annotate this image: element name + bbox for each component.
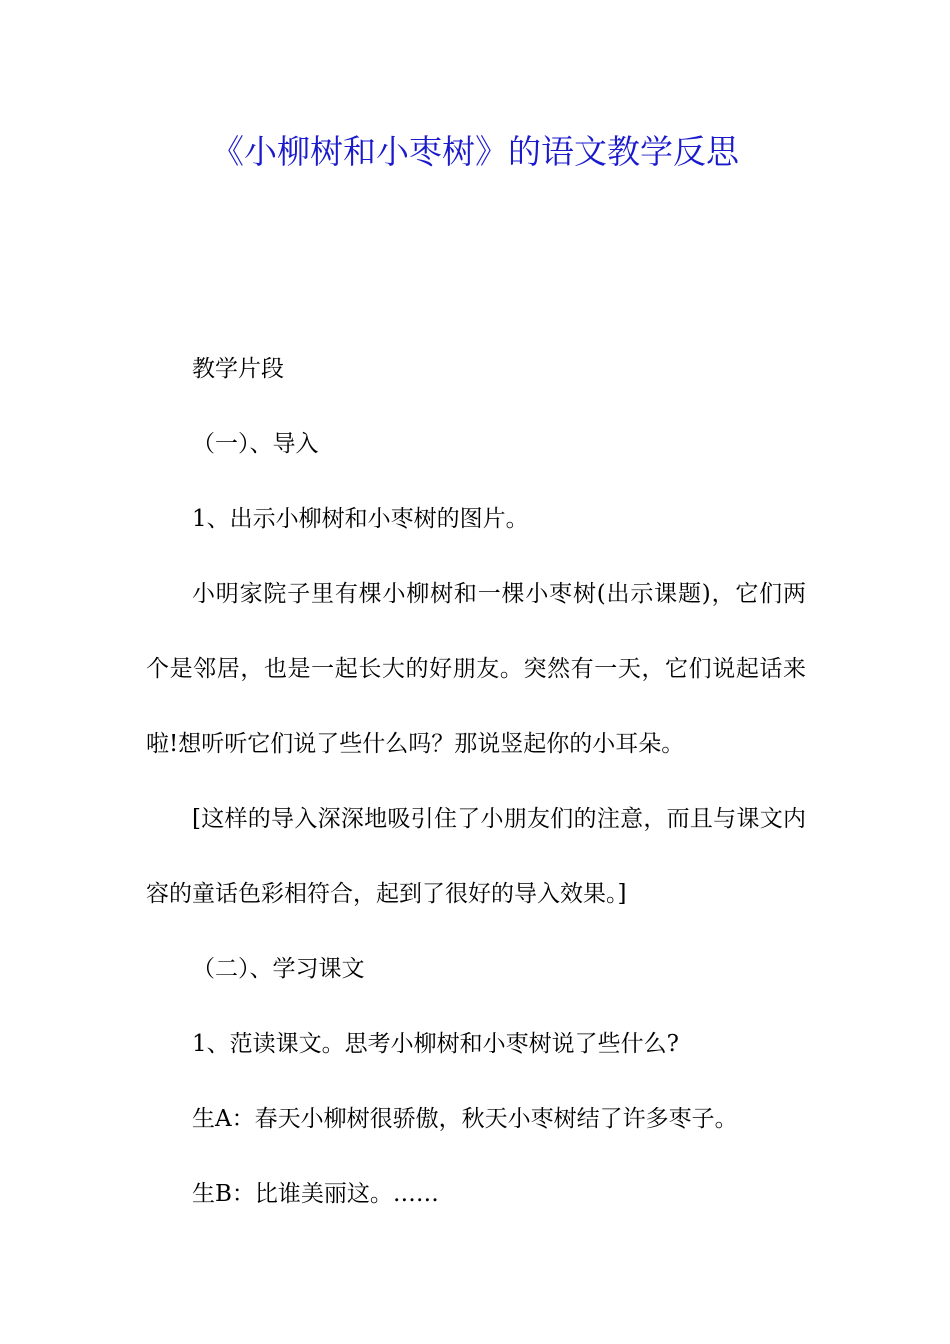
paragraph-student-b: 生B：比谁美丽这。…… [192, 1181, 439, 1207]
paragraph-model-reading: 1、范读课文。思考小柳树和小枣树说了些什么? [192, 1031, 679, 1057]
paragraph-show-pictures: 1、出示小柳树和小枣树的图片。 [192, 506, 529, 532]
document-title: 《小柳树和小枣树》的语文教学反思 [211, 132, 739, 171]
paragraph-teaching-excerpt: 教学片段 [192, 356, 284, 382]
paragraph-section-introduction: （一）、导入 [192, 431, 319, 457]
paragraph-student-a: 生A：春天小柳树很骄傲，秋天小枣树结了许多枣子。 [192, 1106, 738, 1132]
document-body [146, 332, 806, 1232]
paragraph-section-learn-text: （二）、学习课文 [192, 956, 365, 982]
paragraph-intro-comment: [这样的导入深深地吸引住了小朋友们的注意，而且与课文内容的童话色彩相符合，起到了很好的导入效果。] [146, 806, 806, 907]
paragraph-story-intro: 小明家院子里有棵小柳树和一棵小枣树(出示课题)，它们两个是邻居，也是一起长大的好朋友。突然有一天，它们说起话来啦!想听听它们说了些什么吗？那说竖起你的小耳朵。 [146, 581, 806, 757]
